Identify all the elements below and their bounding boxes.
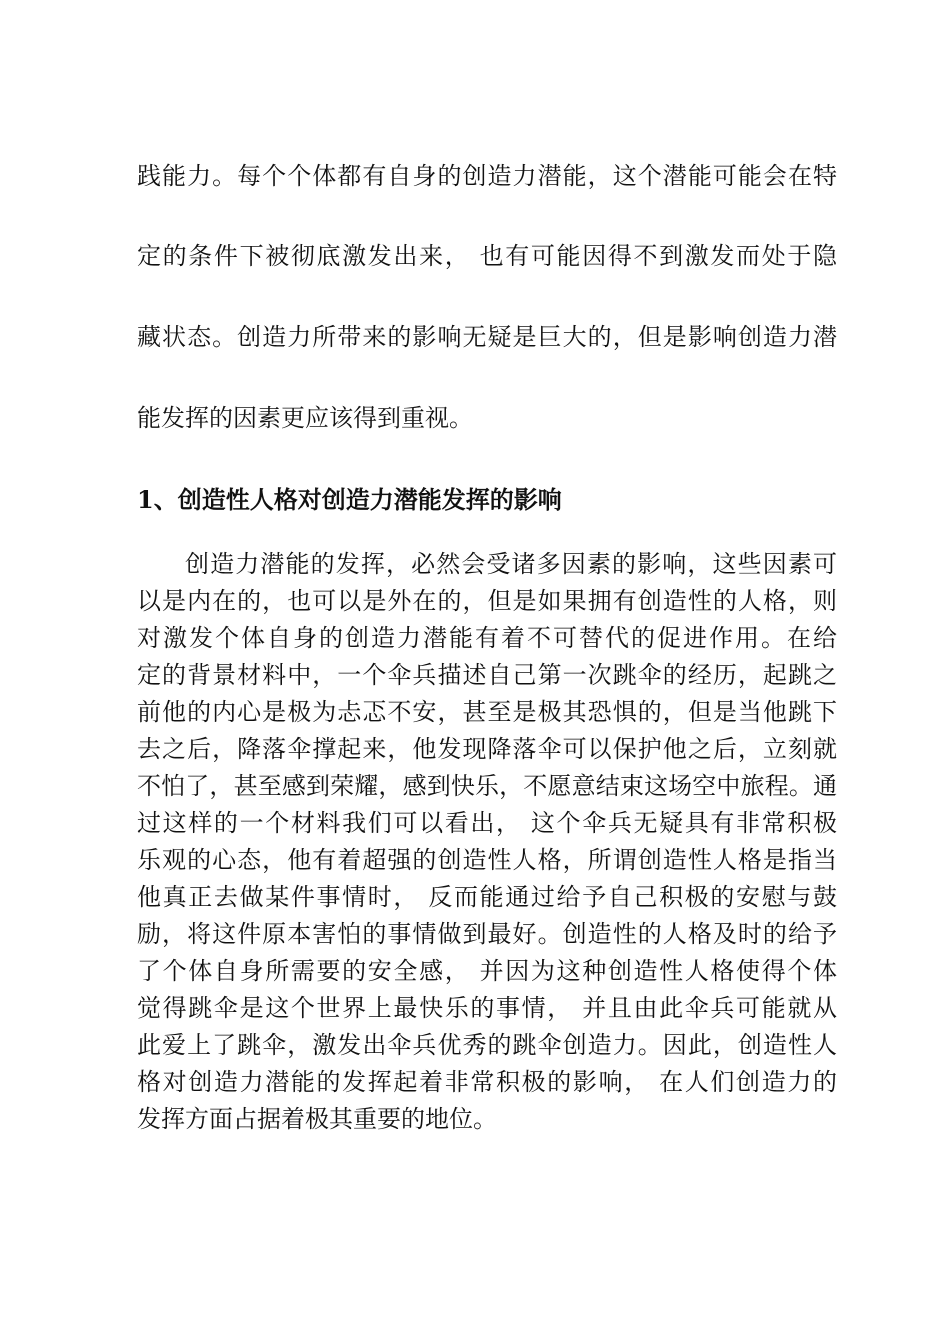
section-heading: 1、创造性人格对创造力潜能发挥的影响 bbox=[137, 485, 562, 514]
body-line: 觉得跳伞是这个世界上最快乐的事情， 并且由此伞兵可能就从 bbox=[137, 994, 837, 1022]
body-line: 定的背景材料中，一个伞兵描述自己第一次跳伞的经历，起跳之 bbox=[137, 661, 837, 689]
body-line: 此爱上了跳伞，激发出伞兵优秀的跳伞创造力。因此，创造性人 bbox=[137, 1031, 837, 1059]
intro-line: 藏状态。创造力所带来的影响无疑是巨大的，但是影响创造力潜 bbox=[137, 323, 837, 351]
body-line: 了个体自身所需要的安全感， 并因为这种创造性人格使得个体 bbox=[137, 957, 837, 985]
body-line: 格对创造力潜能的发挥起着非常积极的影响， 在人们创造力的 bbox=[137, 1068, 837, 1096]
body-line: 过这样的一个材料我们可以看出， 这个伞兵无疑具有非常积极 bbox=[137, 809, 837, 837]
body-line: 发挥方面占据着极其重要的地位。 bbox=[137, 1105, 497, 1133]
body-line: 前他的内心是极为忐忑不安，甚至是极其恐惧的，但是当他跳下 bbox=[137, 698, 837, 726]
intro-line: 践能力。每个个体都有自身的创造力潜能，这个潜能可能会在特 bbox=[137, 162, 837, 190]
body-line: 对激发个体自身的创造力潜能有着不可替代的促进作用。在给 bbox=[137, 624, 837, 652]
body-line: 不怕了，甚至感到荣耀，感到快乐，不愿意结束这场空中旅程。通 bbox=[137, 772, 837, 800]
intro-line: 定的条件下被彻底激发出来， 也有可能因得不到激发而处于隐 bbox=[137, 242, 837, 270]
intro-line: 能发挥的因素更应该得到重视。 bbox=[137, 404, 473, 432]
body-line: 他真正去做某件事情时， 反而能通过给予自己积极的安慰与鼓 bbox=[137, 883, 837, 911]
body-line: 乐观的心态，他有着超强的创造性人格，所谓创造性人格是指当 bbox=[137, 846, 837, 874]
body-line: 创造力潜能的发挥，必然会受诸多因素的影响，这些因素可 bbox=[185, 550, 837, 578]
body-line: 以是内在的，也可以是外在的，但是如果拥有创造性的人格，则 bbox=[137, 587, 837, 615]
body-line: 励，将这件原本害怕的事情做到最好。创造性的人格及时的给予 bbox=[137, 920, 837, 948]
body-line: 去之后，降落伞撑起来，他发现降落伞可以保护他之后，立刻就 bbox=[137, 735, 837, 763]
